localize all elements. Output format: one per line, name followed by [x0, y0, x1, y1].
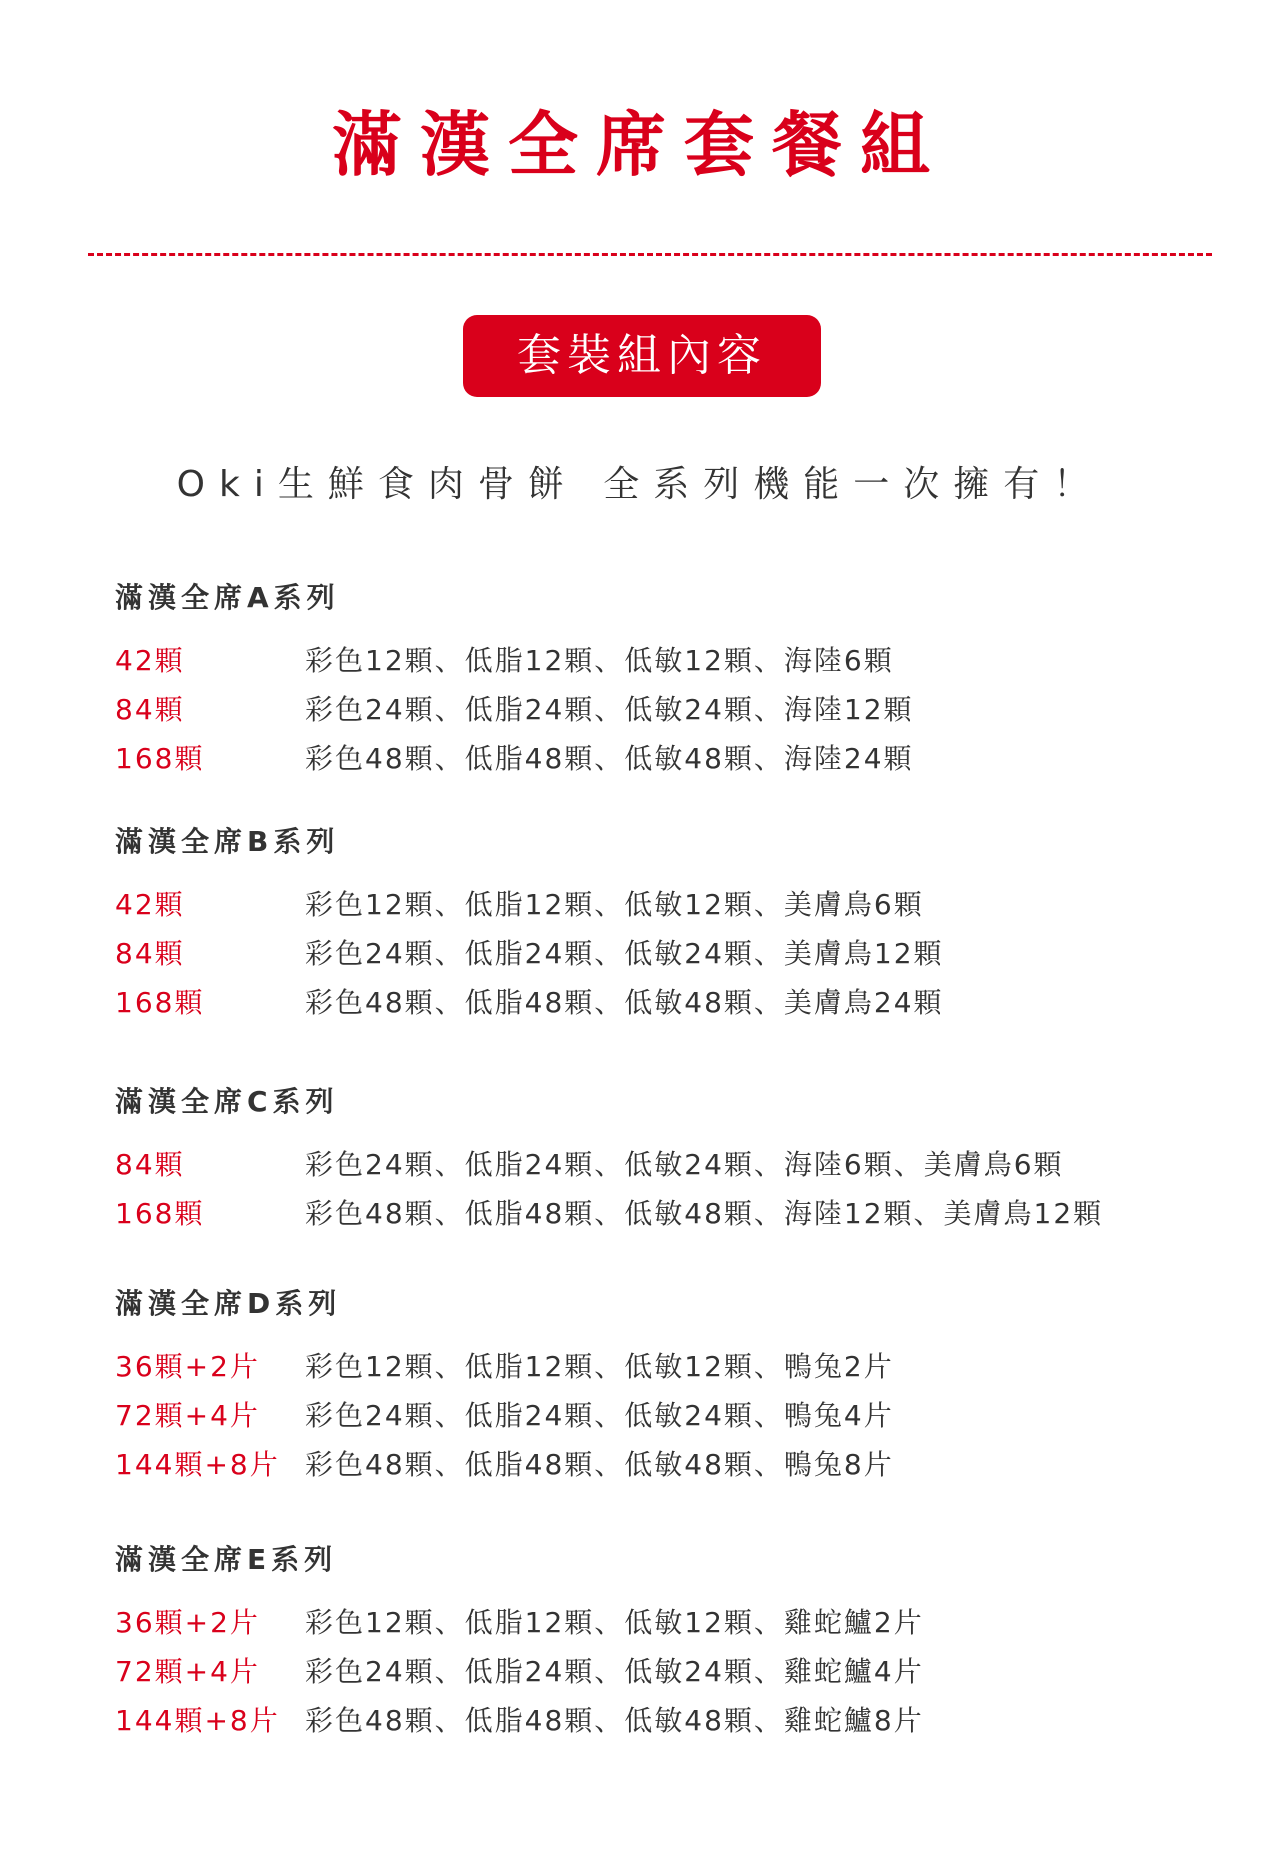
item-description: 彩色48顆、低脂48顆、低敏48顆、美膚鳥24顆: [305, 986, 944, 1019]
item-description: 彩色24顆、低脂24顆、低敏24顆、雞蛇鱸4片: [305, 1655, 924, 1688]
list-item: [115, 1145, 1215, 1194]
series-rows: [115, 1347, 1215, 1494]
series-a: [115, 578, 1215, 788]
page-subtitle: Oki生鮮食肉骨餅 全系列機能一次擁有！: [176, 464, 1104, 505]
item-quantity: 36顆+2片: [115, 1606, 260, 1639]
item-quantity: 84顆: [115, 693, 185, 726]
series-e: [115, 1540, 1215, 1750]
item-description: 彩色48顆、低脂48顆、低敏48顆、雞蛇鱸8片: [305, 1704, 924, 1737]
series-rows: [115, 1603, 1215, 1750]
item-description: 彩色12顆、低脂12顆、低敏12顆、海陸6顆: [305, 644, 894, 677]
series-rows: [115, 885, 1215, 1032]
series-title: 滿漢全席D系列: [115, 1287, 342, 1320]
item-description: 彩色48顆、低脂48顆、低敏48顆、鴨兔8片: [305, 1448, 894, 1481]
item-quantity: 168顆: [115, 986, 205, 1019]
item-quantity: 36顆+2片: [115, 1350, 260, 1383]
item-quantity: 168顆: [115, 1197, 205, 1230]
item-description: 彩色24顆、低脂24顆、低敏24顆、鴨兔4片: [305, 1399, 894, 1432]
item-quantity: 42顆: [115, 644, 185, 677]
item-description: 彩色12顆、低脂12顆、低敏12顆、美膚鳥6顆: [305, 888, 924, 921]
item-description: 彩色24顆、低脂24顆、低敏24顆、海陸12顆: [305, 693, 914, 726]
item-description: 彩色24顆、低脂24顆、低敏24顆、美膚鳥12顆: [305, 937, 944, 970]
item-description: 彩色48顆、低脂48顆、低敏48顆、海陸12顆、美膚鳥12顆: [305, 1197, 1104, 1230]
dashed-divider: [88, 253, 1212, 256]
item-quantity: 84顆: [115, 1148, 185, 1181]
list-item: [115, 1445, 1215, 1494]
item-description: 彩色12顆、低脂12顆、低敏12顆、雞蛇鱸2片: [305, 1606, 924, 1639]
list-item: [115, 641, 1215, 690]
item-quantity: 144顆+8片: [115, 1448, 280, 1481]
list-item: [115, 739, 1215, 788]
item-quantity: 84顆: [115, 937, 185, 970]
series-d: [115, 1284, 1215, 1494]
list-item: [115, 885, 1215, 934]
series-title: 滿漢全席B系列: [115, 825, 340, 858]
item-description: 彩色12顆、低脂12顆、低敏12顆、鴨兔2片: [305, 1350, 894, 1383]
item-quantity: 144顆+8片: [115, 1704, 280, 1737]
item-quantity: 72顆+4片: [115, 1655, 260, 1688]
series-b: [115, 822, 1215, 1032]
item-description: 彩色24顆、低脂24顆、低敏24顆、海陸6顆、美膚鳥6顆: [305, 1148, 1064, 1181]
series-rows: [115, 1145, 1215, 1243]
page-title: 滿漢全席套餐組: [332, 104, 948, 186]
series-title: 滿漢全席C系列: [115, 1085, 339, 1118]
list-item: [115, 983, 1215, 1032]
item-description: 彩色48顆、低脂48顆、低敏48顆、海陸24顆: [305, 742, 914, 775]
list-item: [115, 1603, 1215, 1652]
item-quantity: 168顆: [115, 742, 205, 775]
series-title: 滿漢全席E系列: [115, 1543, 338, 1576]
list-item: [115, 690, 1215, 739]
list-item: [115, 934, 1215, 983]
item-quantity: 72顆+4片: [115, 1399, 260, 1432]
series-title: 滿漢全席A系列: [115, 581, 340, 614]
list-item: [115, 1396, 1215, 1445]
series-rows: [115, 641, 1215, 788]
section-badge: 套裝組內容: [463, 315, 821, 397]
list-item: [115, 1194, 1215, 1243]
list-item: [115, 1347, 1215, 1396]
list-item: [115, 1652, 1215, 1701]
list-item: [115, 1701, 1215, 1750]
series-c: [115, 1082, 1215, 1243]
item-quantity: 42顆: [115, 888, 185, 921]
